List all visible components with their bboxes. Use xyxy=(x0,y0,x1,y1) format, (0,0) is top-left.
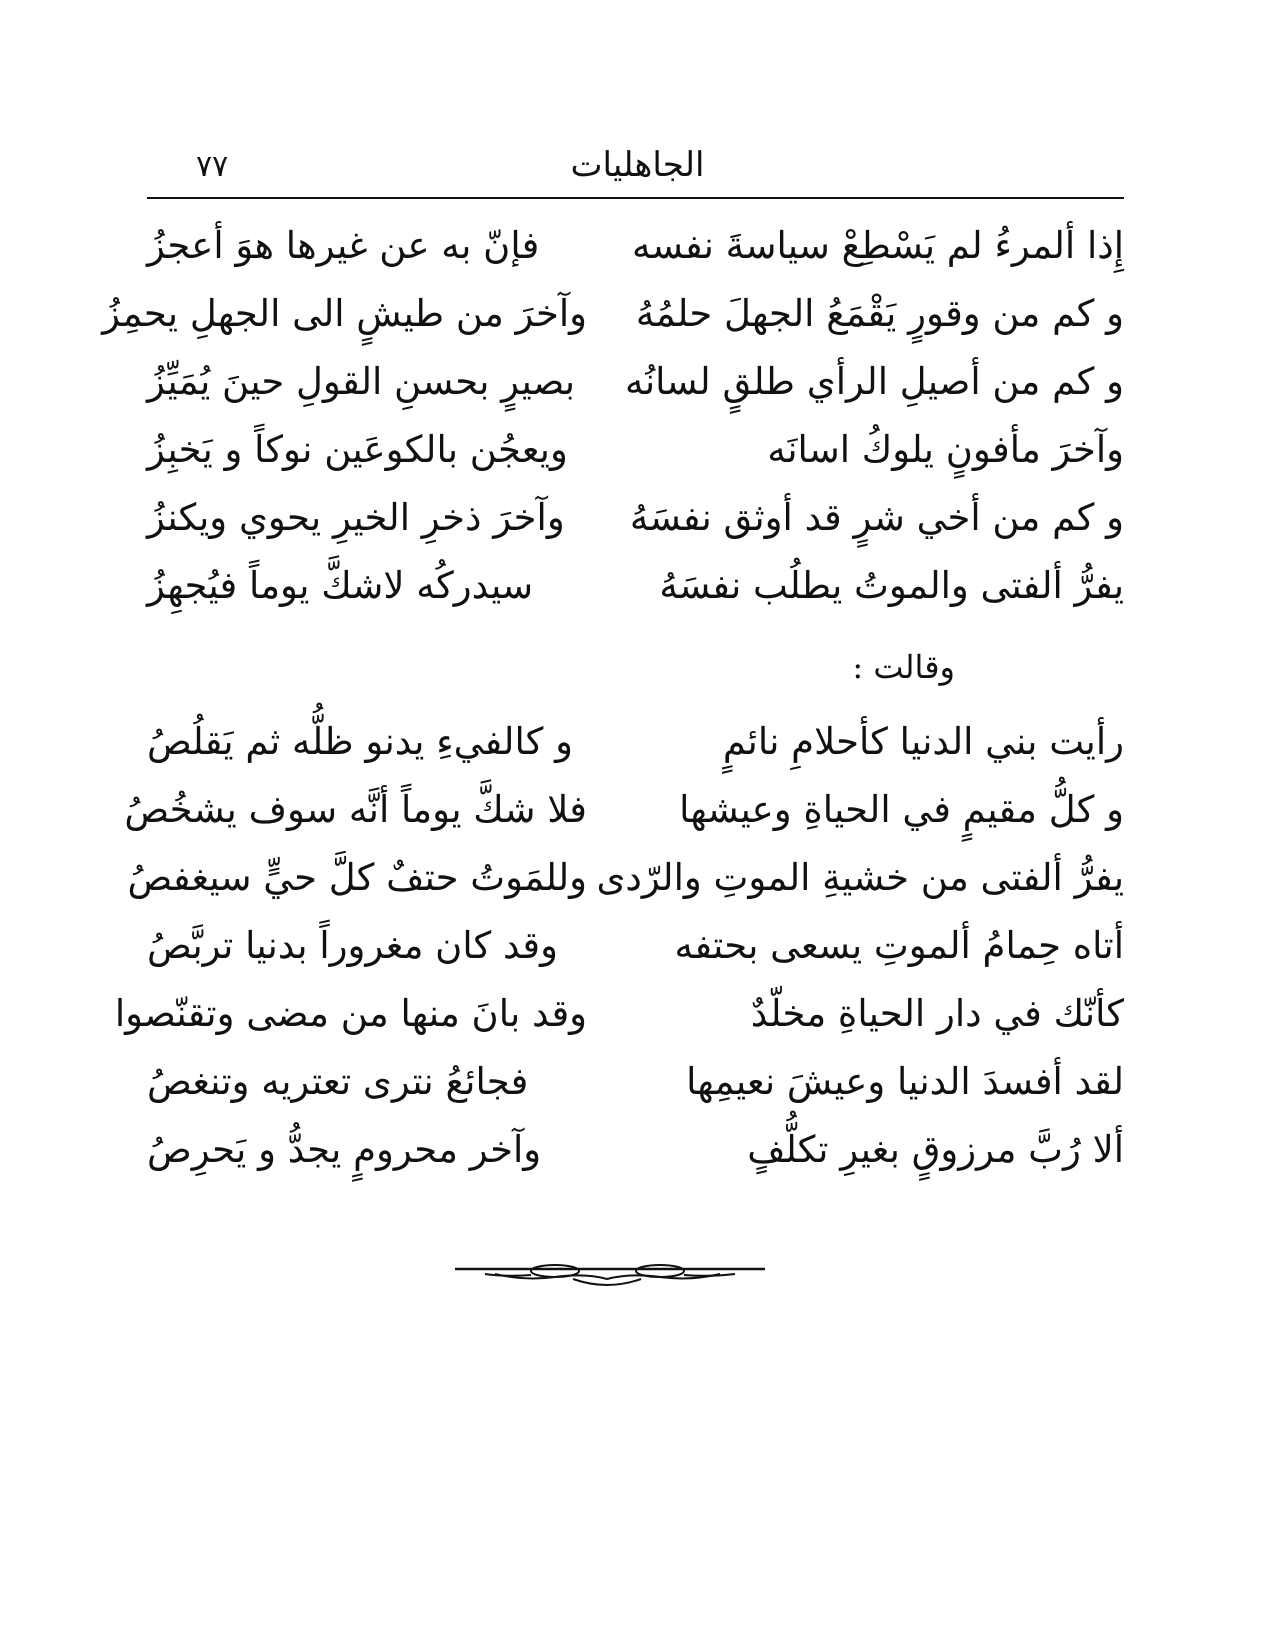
verse-first-hemistich: و كم من أخي شرٍ قد أوثق نفسَهُ xyxy=(629,496,1124,539)
closing-ornament xyxy=(455,1255,765,1291)
verse-first-hemistich: يفرُّ ألفتى والموتُ يطلُب نفسَهُ xyxy=(659,564,1124,607)
verse-second-hemistich: وآخرَ ذخرِ الخيرِ يحوي ويكنزُ xyxy=(147,496,565,539)
verse-second-hemistich: فجائعُ نترى تعتريه وتنغصُ xyxy=(147,1060,529,1103)
verse-first-hemistich: ألا رُبَّ مرزوقٍ بغيرِ تكلُّفٍ xyxy=(747,1128,1124,1171)
verse-second-hemistich: وللمَوتُ حتفٌ كلَّ حيٍّ سيغفصُ xyxy=(127,856,587,899)
verse-first-hemistich: و كم من وقورٍ يَقْمَعُ الجهلَ حلمُهُ xyxy=(635,292,1124,335)
verse xyxy=(147,212,1124,280)
verse-first-hemistich: إِذا ألمرءُ لم يَسْطِعْ سياسةَ نفسه xyxy=(632,224,1124,267)
verse xyxy=(124,776,1124,844)
verse-first-hemistich: لقد أفسدَ الدنيا وعيشَ نعيمِها xyxy=(686,1060,1124,1103)
verse-second-hemistich: ويعجُن بالكوعَين نوكاً و يَخبِزُ xyxy=(147,428,568,471)
poem-1 xyxy=(102,212,1124,620)
verse-first-hemistich: كأنّك في دار الحياةِ مخلّدٌ xyxy=(750,992,1124,1035)
verse xyxy=(147,1048,1124,1116)
poem-2 xyxy=(114,708,1124,1184)
page-number: ٧٧ xyxy=(196,149,229,184)
verse-second-hemistich: فلا شكَّ يوماً أنَّه سوف يشخُصُ xyxy=(124,788,587,831)
running-title: الجاهليات xyxy=(570,145,705,185)
verse-second-hemistich: فإنّ به عن غيرها هوَ أعجزُ xyxy=(147,224,540,267)
verse-first-hemistich: رأيت بني الدنيا كأحلامِ نائمٍ xyxy=(722,720,1124,763)
verse xyxy=(127,844,1124,912)
verse-second-hemistich: سيدركُه لاشكَّ يوماً فيُجهِزُ xyxy=(147,564,534,607)
verse xyxy=(147,416,1124,484)
verse-second-hemistich: وآخر محرومٍ يجدُّ و يَحرِصُ xyxy=(147,1128,542,1171)
verse xyxy=(147,912,1124,980)
verse xyxy=(147,708,1124,776)
verse-second-hemistich: وآخرَ من طيشٍ الى الجهلِ يحمِزُ xyxy=(102,292,587,335)
verse-first-hemistich: و كلُّ مقيمٍ في الحياةِ وعيشها xyxy=(679,788,1124,831)
verse xyxy=(147,552,1124,620)
verse xyxy=(147,484,1124,552)
verse-first-hemistich: أتاه حِمامُ ألموتِ يسعى بحتفه xyxy=(674,924,1124,967)
verse-second-hemistich: وقد بانَ منها من مضى وتقنّصوا xyxy=(114,992,587,1035)
verse xyxy=(114,980,1124,1048)
verse-first-hemistich: وآخرَ مأفونٍ يلوكُ اسانَه xyxy=(767,428,1124,471)
verse xyxy=(147,1116,1124,1184)
verse-first-hemistich: و كم من أصيلِ الرأي طلقٍ لسانُه xyxy=(625,360,1124,403)
verse-second-hemistich: بصيرٍ بحسنِ القولِ حينَ يُمَيِّزُ xyxy=(147,360,576,403)
poem-intro: وقالت : xyxy=(852,648,955,686)
verse xyxy=(102,280,1124,348)
verse xyxy=(147,348,1124,416)
verse-second-hemistich: و كالفيءِ يدنو ظلُّه ثم يَقلُصُ xyxy=(147,720,573,763)
header-rule xyxy=(147,197,1124,199)
verse-first-hemistich: يفرُّ ألفتى من خشيةِ الموتِ والرّدى xyxy=(596,856,1124,899)
verse-second-hemistich: وقد كان مغروراً بدنيا تربَّصُ xyxy=(147,924,558,967)
